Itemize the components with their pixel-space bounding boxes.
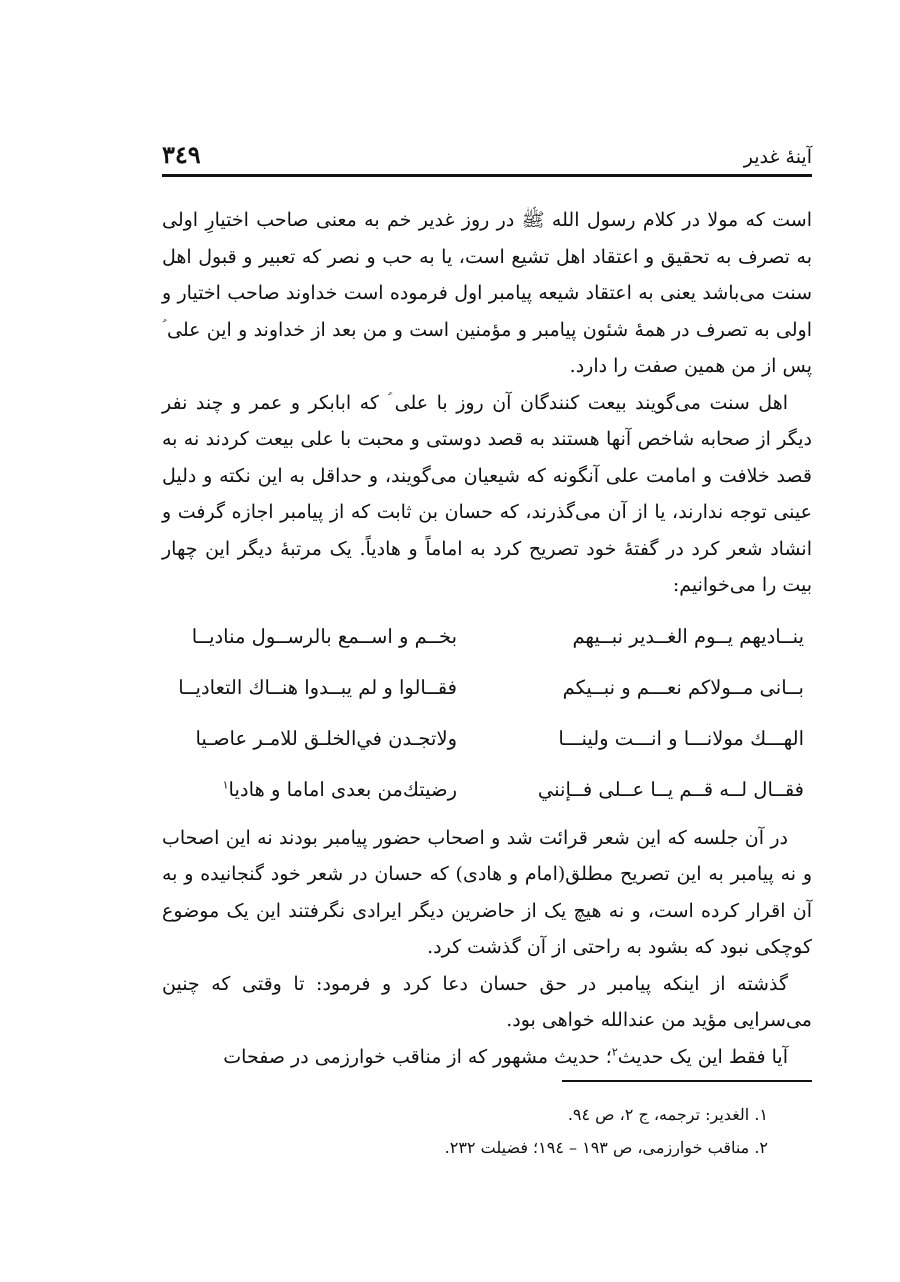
footnote-divider (562, 1080, 812, 1082)
paragraph-5-end: ؛ حدیث مشهور که از مناقب خوارزمی در صفحات (223, 1045, 612, 1068)
page-body (162, 202, 812, 1075)
verse-text: رضیتك‌من بعدی اماما و هادیا (228, 777, 457, 801)
footnote-1: ۱. الغدیر: ترجمه، ج ۲، ص ۹٤. (567, 1105, 768, 1124)
footnote-ref-2: ۲ (611, 1045, 618, 1059)
poem (162, 612, 812, 816)
verse-hemistich-second: بخــم و اســمع بالرســول منادیــا (191, 624, 457, 648)
paragraph-5-start: آیا فقط این یک حدیث (617, 1045, 788, 1068)
paragraph-3: در آن جلسه که این شعر قرائت شد و اصحاب حضور پیامبر بودند نه این اصحاب و نه پیامبر به این تصریح مطلق(امام و هادی) که حسان در شعر خود گنجانیده و به آن اقرار کرده است، و نه هیچ یک از حاضرین دیگر ایرادی نگرفتند این یک موضوع کوچکی نبود که بشود به راحتی از آن گذشت کرد. (162, 826, 812, 958)
page-number: ۳٤۹ (162, 140, 201, 169)
verse-hemistich-second: ولاتجـدن في‌الخلـق للامـر عاصـیا (195, 726, 457, 750)
paragraph-2: اهل سنت می‌گویند بیعت کنندگان آن روز با علی ؑ که ابابکر و عمر و چند نفر دیگر از صحابه شاخص آنها هستند به قصد دوستی و محبت با علی بیعت کردند نه به قصد خلافت و امامت علی آنگونه که شیعیان می‌گویند، و حداقل به این نکته و دلیل عینی توجه ندارند، یا از آن می‌گذرند، که حسان بن ثابت که از پیامبر اجازه گرفت و انشاد شعر کرد در گفتهٔ خود تصریح کرد به اماماً و هادیاً. یک مرتبهٔ دیگر این چهار بیت را می‌خوانیم: (162, 391, 812, 596)
running-header (162, 140, 812, 177)
footnote-2: ۲. مناقب خوارزمی، ص ۱۹۳ – ۱۹٤؛ فضیلت ۲۳۲. (444, 1138, 768, 1157)
verse-hemistich-first: ینــادیهم یــوم الغــدیر نبــیهم (572, 624, 804, 648)
verse-hemistich-second (162, 772, 487, 809)
verse-hemistich-first: بــانی مــولاکم نعـــم و نبــیکم (562, 675, 804, 699)
footnotes (162, 1098, 812, 1164)
paragraph-1: است که مولا در کلام رسول الله ﷺ در روز غدیر خم به معنی صاحب اختیارِ اولی به تصرف به تحقیق و اعتقاد اهل تشیع است، یا به حب و نصر که تعبیر و قبول اهل سنت می‌باشد یعنی به اعتقاد شیعه پیامبر اول فرموده است خداوند صاحب اختیار و اولی به تصرف در همهٔ شئون پیامبر و مؤمنین است و من بعد از خداوند و این علی ؑ پس از من همین صفت را دارد. (162, 209, 812, 377)
paragraph-5 (162, 1039, 812, 1076)
poem-verse-4 (162, 765, 812, 816)
poem-verse-1 (162, 612, 812, 663)
running-title: آینهٔ غدیر (743, 146, 812, 168)
poem-verse-3 (162, 714, 812, 765)
poem-verse-2 (162, 663, 812, 714)
verse-hemistich-first: الهـــك مولانـــا و انـــت ولینـــا (558, 726, 804, 750)
paragraph-4: گذشته از اینکه پیامبر در حق حسان دعا کرد و فرمود: تا وقتی که چنین می‌سرایی مؤید من عندالله خواهی بود. (162, 972, 812, 1031)
verse-hemistich-first: فقــال لــه قــم یــا عــلی فــإنني (537, 777, 804, 801)
footnote-ref-1: ۱ (222, 778, 229, 792)
verse-hemistich-second: فقــالوا و لم یبــدوا هنــاك التعادیــا (178, 675, 457, 699)
